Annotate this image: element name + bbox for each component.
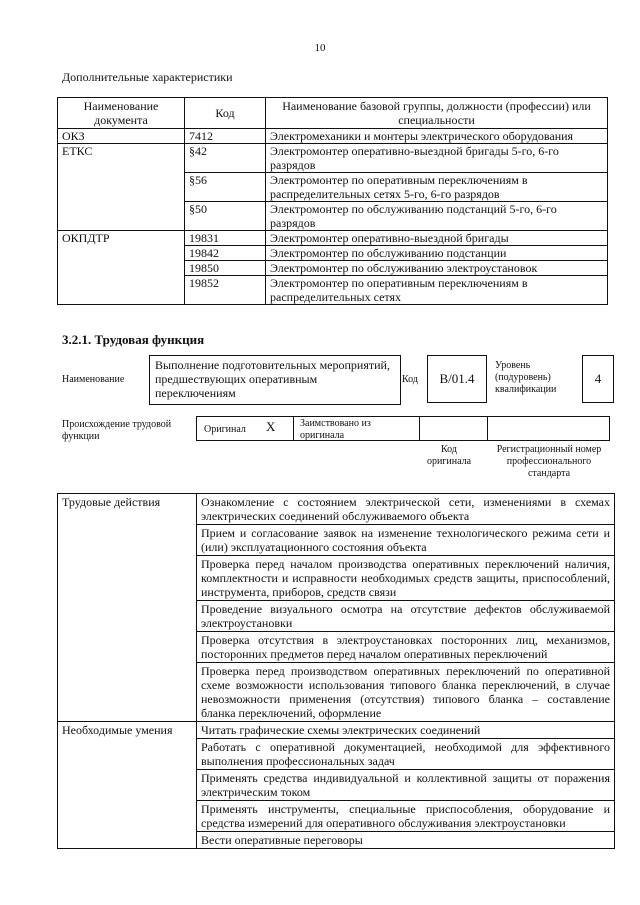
origin-divider [293,417,294,440]
skill-item: Читать графические схемы электрических соединений [197,722,615,739]
table-row [58,556,197,601]
row-code: §56 [185,173,266,202]
table-row [58,770,615,801]
row-doc: ОКПДТР [58,231,185,246]
row-code: 19852 [185,276,266,305]
table-row [58,173,608,202]
row-doc: ЕТКС [58,144,185,173]
row-code: 19831 [185,231,266,246]
code-label: Код [402,374,418,385]
table-row [58,801,615,832]
original-label: Оригинал [204,424,246,435]
origin-divider [487,417,488,440]
extra-characteristics-table [57,97,608,305]
extra-characteristics-heading: Дополнительные характеристики [62,70,233,84]
labor-actions-label: Трудовые действия [58,494,197,525]
skill-item: Применять инструменты, специальные приспособления, оборудование и средства измерений для оперативного обслуживания электроустановки [197,801,615,832]
table-header-row [58,98,608,129]
table-row [58,663,615,722]
row-name: Электромонтер по оперативным переключениям в распределительных сетях [266,276,608,305]
function-code-box: В/01.4 [427,355,487,403]
table-row [58,202,608,231]
origin-label: Происхождение трудовой функции [62,419,172,442]
skills-label: Необходимые умения [58,722,197,739]
skill-item: Применять средства индивидуальной и коллективной защиты от поражения электрическим током [197,770,615,801]
table-row [58,739,615,770]
row-doc [58,261,185,276]
skill-item: Работать с оперативной документацией, необходимой для эффективного выполнения профессиональных задач [197,739,615,770]
qualification-level-label: Уровень (подуровень) квалификации [495,360,557,395]
row-name: Электромонтер по обслуживанию подстанций 5-го, 6-го разрядов [266,202,608,231]
row-code: 19850 [185,261,266,276]
table-row [58,601,615,632]
page-number: 10 [314,42,326,54]
table-row [58,276,608,305]
table-row [58,525,615,556]
table-row [58,129,608,144]
borrowed-label: Заимствовано из оригинала [300,418,371,441]
table-row [58,261,608,276]
table-row [58,494,615,525]
row-doc [58,276,185,305]
row-name: Электромеханики и монтеры электрического оборудования [266,129,608,144]
row-name: Электромонтер по обслуживанию электроустановок [266,261,608,276]
header-code: Код [185,98,266,129]
origin-divider [419,417,420,440]
row-doc [58,246,185,261]
row-code: 7412 [185,129,266,144]
labor-action-item: Проверка перед началом производства оперативных переключений наличия, комплектности и исправности необходимых средств защиты, приспособлений, инструмента, приборов, средств связи [197,556,615,601]
labor-action-item: Проведение визуального осмотра на отсутствие дефектов обслуживаемой электроустановки [197,601,615,632]
row-code: §50 [185,202,266,231]
table-row [58,739,197,770]
original-mark: X [266,419,276,434]
labor-action-item: Проверка отсутствия в электроустановках посторонних лиц, механизмов, посторонних предметов перед началом оперативных переключений [197,632,615,663]
section-title: 3.2.1. Трудовая функция [62,332,205,347]
row-code: §42 [185,144,266,173]
table-row [58,770,197,801]
row-name: Электромонтер оперативно-выездной бригады 5-го, 6-го разрядов [266,144,608,173]
row-doc [58,202,185,231]
labor-action-item: Ознакомление с состоянием электрической сети, изменениями в схемах электрических соединений обслуживаемого объекта [197,494,615,525]
header-document: Наименование документа [58,98,185,129]
table-row [58,632,197,663]
table-row [58,832,197,849]
row-name: Электромонтер по обслуживанию подстанции [266,246,608,261]
row-name: Электромонтер по оперативным переключениям в распределительных сетях 5-го, 6-го разрядов [266,173,608,202]
table-row [58,246,608,261]
table-row [58,632,615,663]
row-code: 19842 [185,246,266,261]
qualification-level-box: 4 [582,355,614,403]
original-code-caption: Код оригинала [426,444,472,467]
header-group-name: Наименование базовой группы, должности (профессии) или специальности [266,98,608,129]
table-row [58,832,615,849]
row-doc [58,173,185,202]
table-row [58,525,197,556]
row-doc: ОКЗ [58,129,185,144]
labor-action-item: Проверка перед производством оперативных переключений по оперативной схеме возможности использования типового бланка переключений, в случае невозможности применения (отсутствия) типового бланка – составление бланка переключений, оформление [197,663,615,722]
table-row [58,601,197,632]
origin-box [196,416,610,441]
function-name-box: Выполнение подготовительных мероприятий, предшествующих оперативным переключениям [149,355,401,405]
table-row [58,556,615,601]
skill-item: Вести оперативные переговоры [197,832,615,849]
labor-action-item: Прием и согласование заявок на изменение технологического режима сети и (или) эксплуатационного состояния объекта [197,525,615,556]
row-name: Электромонтер оперативно-выездной бригады [266,231,608,246]
registration-number-caption: Регистрационный номер профессионального стандарта [496,444,602,479]
table-row [58,801,197,832]
table-row [58,231,608,246]
table-row [58,722,615,739]
function-name-label: Наименование [62,374,125,385]
table-row [58,144,608,173]
actions-skills-table [57,493,615,849]
table-row [58,663,197,722]
